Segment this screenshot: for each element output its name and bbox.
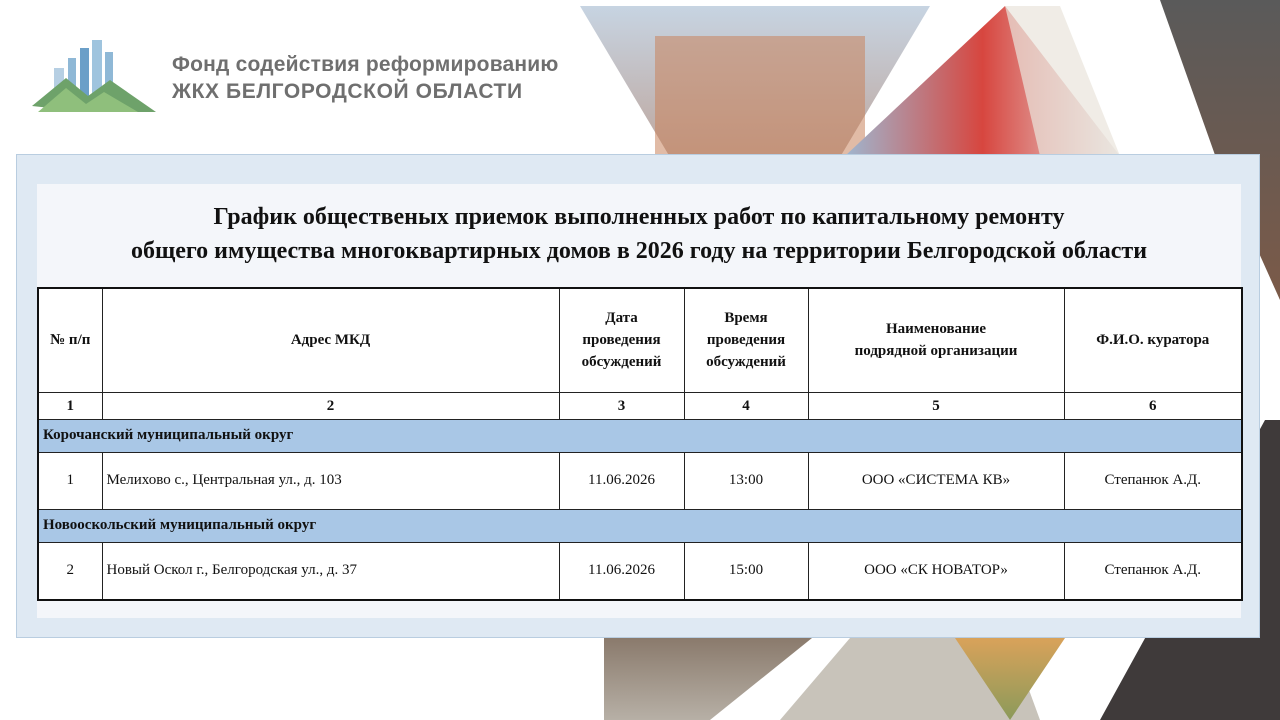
organization-name-line1: Фонд содействия реформированию xyxy=(172,53,559,76)
cell-num: 1 xyxy=(38,452,102,509)
table-header-row xyxy=(38,288,1242,392)
organization-name-line2: ЖКХ БЕЛГОРОДСКОЙ ОБЛАСТИ xyxy=(172,80,523,103)
page-title xyxy=(38,200,1240,268)
header-date-line: проведения xyxy=(582,332,661,349)
cell-date: 11.06.2026 xyxy=(559,452,684,509)
cell-address: Мелихово с., Центральная ул., д. 103 xyxy=(102,452,559,509)
page-title-line1: График общественых приемок выполненных работ по капитальному ремонту xyxy=(213,204,1065,230)
header-date-line: обсуждений xyxy=(581,354,662,371)
fund-logo xyxy=(28,36,168,116)
group-name: Корочанский муниципальный округ xyxy=(38,419,1242,452)
column-number: 1 xyxy=(38,392,102,419)
header-date xyxy=(559,288,684,392)
table-row xyxy=(38,452,1242,509)
column-number: 4 xyxy=(684,392,808,419)
header-organization-line: Наименование xyxy=(886,321,986,338)
header-organization xyxy=(808,288,1064,392)
cell-organization: ООО «СИСТЕМА КВ» xyxy=(808,452,1064,509)
header-num: № п/п xyxy=(38,288,102,392)
page-title-line2: общего имущества многоквартирных домов в 2026 году на территории Белгородской области xyxy=(130,238,1148,264)
header-time-line: проведения xyxy=(706,332,786,349)
header-address: Адрес МКД xyxy=(102,288,559,392)
header-time-line: обсуждений xyxy=(706,354,786,371)
column-number: 3 xyxy=(559,392,684,419)
header-curator: Ф.И.О. куратора xyxy=(1064,288,1242,392)
column-number: 6 xyxy=(1064,392,1242,419)
cell-address: Новый Оскол г., Белгородская ул., д. 37 xyxy=(102,542,559,600)
column-number: 5 xyxy=(808,392,1064,419)
column-number-row xyxy=(38,392,1242,419)
header-time-line: Время xyxy=(724,310,768,327)
cell-date: 11.06.2026 xyxy=(559,542,684,600)
header-time xyxy=(684,288,808,392)
header-organization-line: подрядной организации xyxy=(854,343,1018,360)
cell-curator: Степанюк А.Д. xyxy=(1064,452,1242,509)
cell-organization: ООО «СК НОВАТОР» xyxy=(808,542,1064,600)
cell-time: 13:00 xyxy=(684,452,808,509)
organization-name xyxy=(172,52,559,106)
group-name: Новооскольский муниципальный округ xyxy=(38,509,1242,542)
cell-time: 15:00 xyxy=(684,542,808,600)
cell-curator: Степанюк А.Д. xyxy=(1064,542,1242,600)
photo-triangle-4 xyxy=(604,638,812,720)
group-row xyxy=(38,509,1242,542)
schedule-table xyxy=(37,287,1243,601)
header-date-line: Дата xyxy=(605,310,638,327)
cell-num: 2 xyxy=(38,542,102,600)
table-row xyxy=(38,542,1242,600)
group-row xyxy=(38,419,1242,452)
column-number: 2 xyxy=(102,392,559,419)
